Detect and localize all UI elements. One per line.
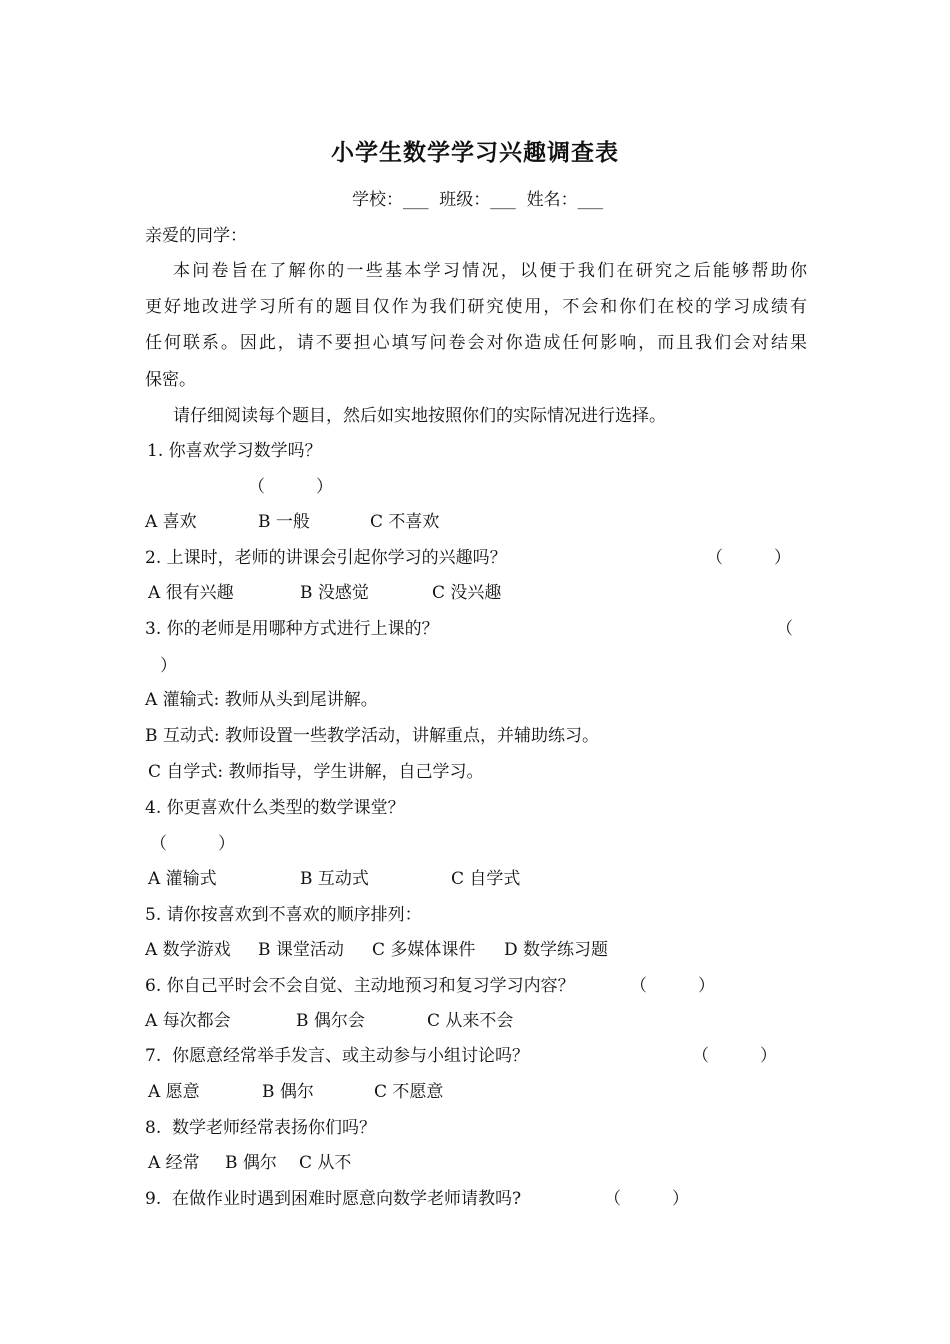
q1-option-b: B 一般 (258, 512, 310, 532)
intro-line-2: 更好地改进学习所有的题目仅作为我们研究使用，不会和你们在校的学习成绩有 (145, 297, 807, 317)
q6-option-b: B 偶尔会 (296, 1011, 365, 1031)
question-4: 4. 你更喜欢什么类型的数学课堂？ (145, 798, 405, 818)
q2-option-a: A 很有兴趣 (148, 583, 234, 603)
answer-blank-3-close[interactable]: ） (160, 656, 177, 676)
q5-option-b: B 课堂活动 (258, 940, 344, 960)
question-7: 7. 你愿意经常举手发言、或主动参与小组讨论吗？ (145, 1046, 530, 1066)
q8-option-c: C 从不 (299, 1153, 352, 1173)
q6-option-c: C 从来不会 (427, 1011, 514, 1031)
q5-option-a: A 数学游戏 (145, 940, 231, 960)
page-title: 小学生数学学习兴趣调查表 (331, 139, 619, 166)
answer-blank-1[interactable]: （ ） (248, 477, 333, 497)
q4-option-a: A 灌输式 (148, 869, 217, 889)
q3-option-b: B 互动式: 教师设置一些教学活动，讲解重点，并辅助练习。 (145, 726, 600, 746)
question-5: 5. 请你按喜欢到不喜欢的顺序排列： (145, 905, 422, 925)
q5-option-d: D 数学练习题 (504, 940, 609, 960)
question-6: 6. 你自己平时会不会自觉、主动地预习和复习学习内容？ (145, 976, 575, 996)
q3-option-a: A 灌输式: 教师从头到尾讲解。 (145, 690, 378, 710)
answer-blank-3-open[interactable]: （ (776, 619, 793, 639)
question-9: 9. 在做作业时遇到困难时愿意向数学老师请教吗? (145, 1189, 522, 1209)
q4-option-c: C 自学式 (451, 869, 521, 889)
q1-option-a: A 喜欢 (145, 512, 197, 532)
q7-option-c: C 不愿意 (374, 1082, 444, 1102)
q3-option-c: C 自学式: 教师指导，学生讲解，自己学习。 (148, 762, 484, 782)
q6-option-a: A 每次都会 (145, 1011, 231, 1031)
instruction: 请仔细阅读每个题目，然后如实地按照你们的实际情况进行选择。 (173, 406, 666, 426)
greeting: 亲爱的同学： (145, 226, 247, 246)
answer-blank-4[interactable]: （ ） (150, 834, 235, 854)
question-8: 8. 数学老师经常表扬你们吗？ (145, 1118, 377, 1138)
q2-option-b: B 没感觉 (300, 583, 369, 603)
q4-option-b: B 互动式 (300, 869, 369, 889)
answer-blank-7[interactable]: （ ） (692, 1046, 777, 1066)
q7-option-b: B 偶尔 (262, 1082, 314, 1102)
intro-line-3: 任何联系。因此，请不要担心填写问卷会对你造成任何影响，而且我们会对结果 (145, 333, 807, 353)
answer-blank-2[interactable]: （ ） (706, 548, 791, 568)
question-3: 3. 你的老师是用哪种方式进行上课的？ (145, 619, 439, 639)
intro-line-1: 本问卷旨在了解你的一些基本学习情况，以便于我们在研究之后能够帮助你 (173, 261, 807, 281)
q7-option-a: A 愿意 (148, 1082, 200, 1102)
q8-option-a: A 经常 (148, 1153, 200, 1173)
answer-blank-9[interactable]: （ ） (604, 1189, 689, 1209)
question-2: 2. 上课时，老师的讲课会引起你学习的兴趣吗？ (145, 548, 507, 568)
q8-option-b: B 偶尔 (225, 1153, 277, 1173)
q5-option-c: C 多媒体课件 (372, 940, 476, 960)
answer-blank-6[interactable]: （ ） (630, 976, 715, 996)
q1-option-c: C 不喜欢 (370, 512, 440, 532)
student-info-line: 学校：___ 班级：___ 姓名：___ (352, 190, 604, 210)
intro-line-4: 保密。 (145, 370, 196, 390)
q2-option-c: C 没兴趣 (432, 583, 502, 603)
question-1: 1. 你喜欢学习数学吗？ (147, 441, 322, 461)
